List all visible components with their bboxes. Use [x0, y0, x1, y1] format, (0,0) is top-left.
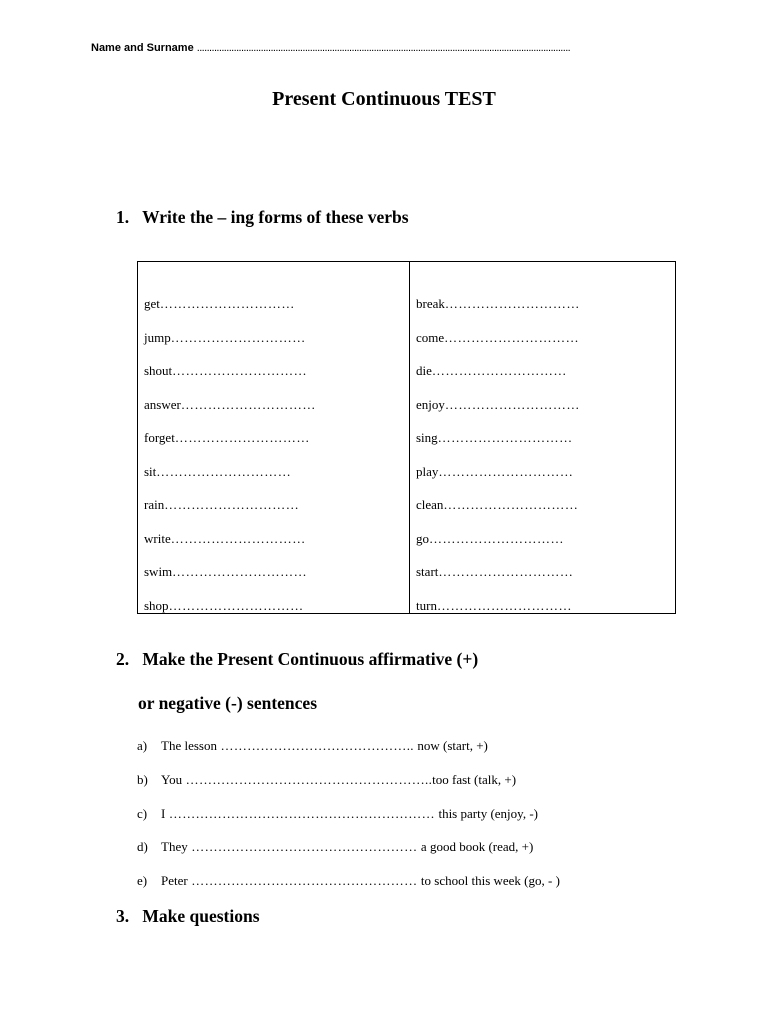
sentence-subject: They — [161, 839, 188, 855]
verb-item — [416, 430, 580, 464]
verb-word: get — [144, 296, 160, 311]
sentence-item — [137, 839, 560, 873]
answer-blank[interactable]: ………………………… — [164, 497, 300, 512]
verb-word: write — [144, 530, 171, 546]
answer-blank[interactable]: …………………………………………………… — [165, 805, 439, 821]
verb-item — [416, 296, 580, 330]
sentence-letter: b) — [137, 771, 148, 787]
verb-list-left — [144, 296, 316, 631]
verb-item — [144, 397, 316, 431]
verb-word: enjoy — [416, 396, 445, 412]
answer-blank[interactable]: ………………………… — [168, 597, 304, 613]
answer-blank[interactable]: ………………………… — [429, 530, 564, 546]
section-3-heading — [116, 906, 260, 927]
name-surname-label: Name and Surname — [91, 42, 194, 54]
verb-item — [144, 598, 316, 632]
section-2-title-line1: Make the Present Continuous affirmative (+) — [142, 649, 479, 669]
verb-item — [416, 497, 580, 531]
answer-blank[interactable]: …………………………………………… — [187, 873, 421, 889]
verb-word: play — [416, 463, 439, 479]
sentence-subject: Peter — [161, 873, 188, 889]
verb-column-left — [138, 262, 410, 613]
verb-item — [416, 564, 580, 598]
sentence-letter: d) — [137, 839, 148, 855]
answer-blank[interactable]: ………………………… — [170, 329, 306, 345]
page-title: Present Continuous TEST — [272, 88, 496, 110]
answer-blank[interactable]: ………………………… — [436, 597, 572, 613]
verb-word: shop — [144, 597, 169, 613]
sentence-subject: The lesson — [161, 738, 217, 753]
verb-item — [416, 397, 580, 431]
verb-word: jump — [144, 329, 171, 345]
section-2-heading-line2 — [138, 693, 317, 714]
sentence-item — [137, 772, 560, 806]
answer-blank[interactable]: ………………………… — [437, 430, 573, 445]
sentence-rest: now (start, +) — [417, 738, 488, 753]
answer-blank[interactable]: ………………………… — [443, 497, 579, 512]
section-2-heading — [116, 649, 478, 670]
answer-blank[interactable]: ………………………… — [170, 530, 306, 546]
verb-item — [416, 363, 580, 397]
sentence-rest: to school this week (go, - ) — [420, 873, 560, 889]
verb-item — [416, 330, 580, 364]
verb-word: turn — [416, 597, 437, 613]
answer-blank[interactable]: ………………………… — [159, 296, 295, 311]
answer-blank[interactable]: ………………………… — [444, 329, 580, 345]
verb-word: die — [416, 363, 432, 378]
verb-word: shout — [144, 363, 173, 378]
answer-blank[interactable]: ………………………… — [438, 564, 574, 579]
verb-item — [144, 531, 316, 565]
sentence-item — [137, 806, 560, 840]
verb-item — [144, 430, 316, 464]
verb-list-right — [416, 296, 580, 631]
answer-blank[interactable]: …………………………………………… — [187, 839, 421, 855]
verb-word: rain — [144, 497, 165, 512]
sentence-letter: c) — [137, 805, 148, 821]
verb-word: sing — [416, 430, 438, 445]
section-1-title: Write the – ing forms of these verbs — [142, 207, 409, 227]
answer-blank[interactable]: ………………………… — [444, 296, 580, 311]
section-1-number: 1. — [116, 207, 130, 227]
verb-item — [416, 531, 580, 565]
verb-item — [416, 598, 580, 632]
section-1-heading — [116, 207, 409, 228]
answer-blank[interactable]: ……………………………………………….. — [182, 771, 433, 787]
section-2-title-line2: or negative (-) sentences — [138, 693, 317, 713]
sentence-subject: You — [161, 771, 183, 787]
answer-blank[interactable]: ………………………… — [172, 564, 308, 579]
answer-blank[interactable]: …………………………………….. — [216, 738, 418, 753]
verb-word: forget — [144, 430, 175, 445]
sentence-item — [137, 873, 560, 907]
verb-word: swim — [144, 564, 173, 579]
sentence-rest: too fast (talk, +) — [432, 771, 517, 787]
verb-item — [416, 464, 580, 498]
section-2-number: 2. — [116, 649, 130, 669]
verb-item — [144, 363, 316, 397]
answer-blank[interactable]: ………………………… — [431, 363, 567, 378]
sentence-rest: a good book (read, +) — [420, 839, 534, 855]
sentence-letter: e) — [137, 873, 148, 889]
verb-word: clean — [416, 497, 444, 512]
answer-blank[interactable]: ………………………… — [172, 363, 308, 378]
verb-word: break — [416, 296, 445, 311]
verb-item — [144, 296, 316, 330]
verb-table — [137, 261, 676, 614]
sentence-list — [137, 738, 560, 907]
answer-blank[interactable]: ………………………… — [156, 463, 292, 479]
verb-word: sit — [144, 463, 157, 479]
verb-item — [144, 330, 316, 364]
verb-item — [144, 497, 316, 531]
sentence-subject: I — [161, 805, 166, 821]
verb-column-right — [410, 262, 675, 613]
answer-blank[interactable]: ………………………… — [180, 396, 316, 412]
answer-blank[interactable]: ………………………… — [438, 463, 574, 479]
answer-blank[interactable]: ………………………… — [174, 430, 310, 445]
sentence-item — [137, 738, 560, 772]
section-3-title: Make questions — [142, 906, 260, 926]
verb-item — [144, 564, 316, 598]
verb-word: answer — [144, 396, 181, 412]
section-3-number: 3. — [116, 906, 130, 926]
sentence-letter: a) — [137, 738, 148, 753]
verb-item — [144, 464, 316, 498]
verb-word: come — [416, 329, 445, 345]
name-surname-blank: ........................................................................................................................................................ — [196, 42, 571, 54]
verb-word: go — [416, 530, 429, 546]
verb-word: start — [416, 564, 439, 579]
sentence-rest: this party (enjoy, -) — [438, 805, 538, 821]
name-surname-line — [91, 42, 570, 54]
answer-blank[interactable]: ………………………… — [444, 396, 580, 412]
